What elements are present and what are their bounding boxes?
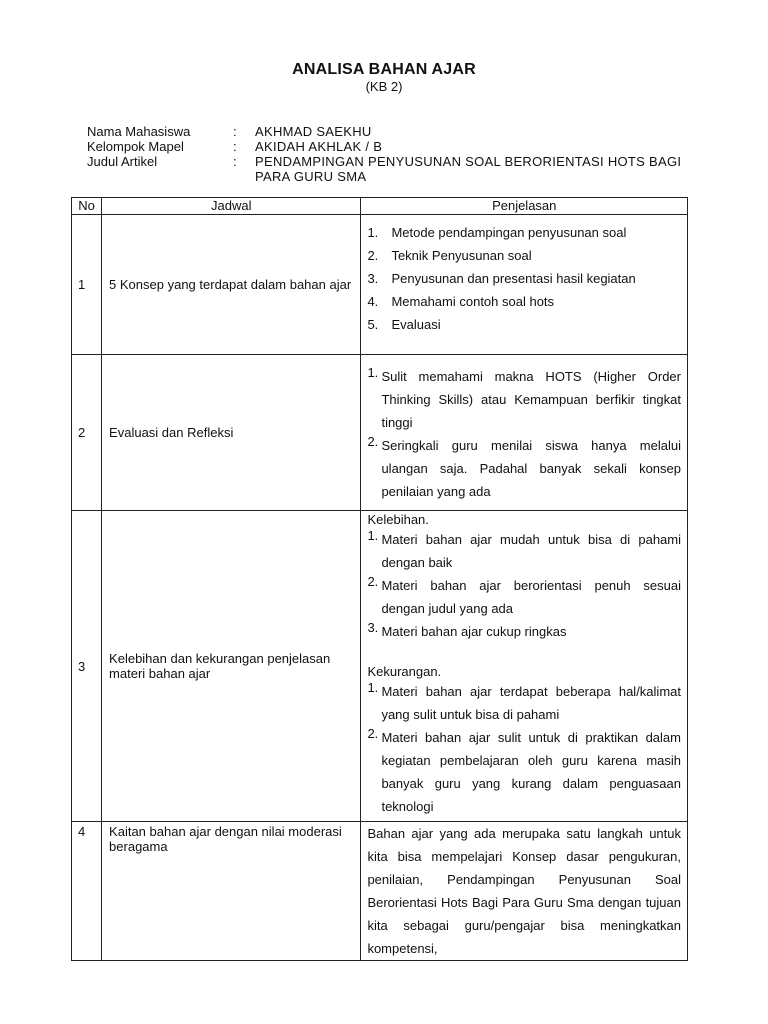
row-jadwal: Kelebihan dan kekurangan penjelasan materi bahan ajar <box>102 511 361 822</box>
list-item: 1. Sulit memahami makna HOTS (Higher Order Thinking Skills) atau Kemampuan berfikir tingkat tinggi <box>367 365 681 430</box>
meta-row-group <box>87 139 710 154</box>
kekurangan-label: Kekurangan. <box>367 664 442 679</box>
list-item: 2. Materi bahan ajar sulit untuk di praktikan dalam kegiatan pembelajaran oleh guru karena masih banyak guru yang kurang dalam penguasaan teknologi <box>367 726 681 814</box>
list-item: 2. Teknik Penyusunan soal <box>367 248 532 263</box>
document-title: ANALISA BAHAN AJAR <box>292 61 476 78</box>
list-item: 5. Evaluasi <box>367 317 441 332</box>
kelebihan-list <box>361 528 687 643</box>
meta-label: Judul Artikel <box>87 154 158 169</box>
table-row <box>72 215 688 355</box>
meta-colon: : <box>233 154 237 169</box>
list-item: 2. Seringkali guru menilai siswa hanya melalui ulangan saja. Padahal banyak sekali konsep penilaian yang ada <box>367 434 681 499</box>
row-penjelasan <box>361 822 688 961</box>
student-info <box>87 124 710 184</box>
row-number: 3 <box>72 511 102 822</box>
meta-value: PENDAMPINGAN PENYUSUNAN SOAL BERORIENTASI HOTS BAGI PARA GURU SMA <box>255 154 682 184</box>
moderation-text: Bahan ajar yang ada merupaka satu langkah untuk kita bisa mempelajari Konsep dasar pengukuran, penilaian, Pendampingan Penyusunan Soal Berorientasi Hots Bagi Para Guru Sma dengan tujuan kita sebagai guru/pengajar bisa meningkatkan kompetensi, <box>367 826 681 956</box>
list-item: 4. Memahami contoh soal hots <box>367 294 555 309</box>
evaluation-list <box>361 365 687 503</box>
row-number: 4 <box>72 822 102 961</box>
meta-colon: : <box>233 124 237 139</box>
meta-row-name <box>87 124 710 139</box>
row-jadwal: Kaitan bahan ajar dengan nilai moderasi beragama <box>102 822 361 961</box>
list-item: 1. Materi bahan ajar terdapat beberapa hal/kalimat yang sulit untuk bisa di pahami <box>367 680 681 722</box>
kekurangan-list <box>361 680 687 818</box>
meta-label: Kelompok Mapel <box>87 139 184 154</box>
list-item: 2. Materi bahan ajar berorientasi penuh sesuai dengan judul yang ada <box>367 574 681 616</box>
list-item: 3. Penyusunan dan presentasi hasil kegiatan <box>367 271 636 286</box>
header-penjelasan: Penjelasan <box>361 198 688 215</box>
row-jadwal: Evaluasi dan Refleksi <box>102 355 361 511</box>
meta-colon: : <box>233 139 237 154</box>
table-row <box>72 511 688 822</box>
table-row <box>72 355 688 511</box>
table-row <box>72 822 688 961</box>
row-number: 1 <box>72 215 102 355</box>
header-no: No <box>72 198 102 215</box>
row-number: 2 <box>72 355 102 511</box>
kelebihan-label: Kelebihan. <box>367 512 429 527</box>
header-jadwal: Jadwal <box>102 198 361 215</box>
row-penjelasan <box>361 511 688 822</box>
row-jadwal: 5 Konsep yang terdapat dalam bahan ajar <box>102 215 361 355</box>
meta-value: AKIDAH AKHLAK / B <box>255 139 383 154</box>
row-penjelasan <box>361 215 688 355</box>
table-header-row <box>72 198 688 215</box>
concept-list <box>361 215 687 344</box>
document-subtitle: (KB 2) <box>365 79 403 94</box>
row-penjelasan <box>361 355 688 511</box>
analysis-table <box>71 197 688 961</box>
meta-row-article <box>87 154 710 184</box>
list-item: 1. Metode pendampingan penyusunan soal <box>367 225 627 240</box>
meta-value: AKHMAD SAEKHU <box>255 124 372 139</box>
list-item: 1. Materi bahan ajar mudah untuk bisa di pahami dengan baik <box>367 528 681 570</box>
list-item: 3. Materi bahan ajar cukup ringkas <box>367 620 567 639</box>
meta-label: Nama Mahasiswa <box>87 124 191 139</box>
